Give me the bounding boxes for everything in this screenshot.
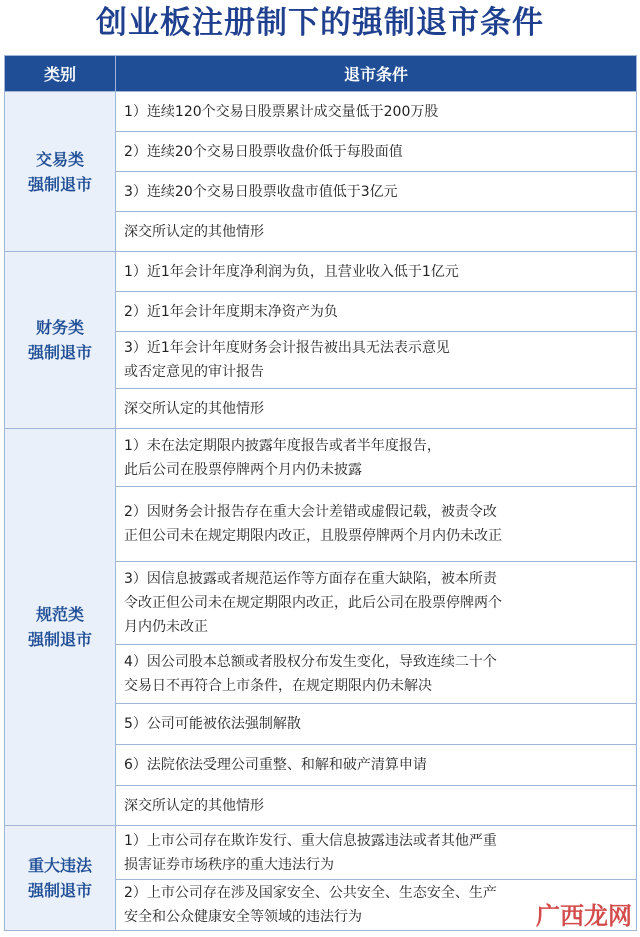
condition-text-line: 4）因公司股本总额或者股权分布发生变化，导致连续二十个 [124,654,497,670]
condition-text-line: 损害证券市场秩序的重大违法行为 [124,856,334,873]
condition-text-line: 3）连续20个交易日股票收盘市值低于3亿元 [124,183,398,200]
category-label-line: 财务类 [35,318,84,337]
header-category: 类别 [5,56,116,92]
condition-text-line: 1）连续120个交易日股票累计成交量低于200万股 [124,103,439,120]
condition-text-line: 令改正但公司未在规定期限内改正，此后公司在股票停牌两个 [124,595,502,611]
condition-cell [116,826,637,880]
condition-text-line: 2）因财务会计报告存在重大会计差错或虚假记载，被责令改 [124,504,497,520]
condition-text-line: 深交所认定的其他情形 [124,797,264,814]
condition-cell [116,252,637,292]
category-label-line: 重大违法 [27,856,92,875]
table-row [5,826,637,880]
category-label-line: 强制退市 [27,630,92,649]
condition-text-line: 1）未在法定期限内披露年度报告或者半年度报告， [124,437,441,454]
condition-cell [116,645,637,704]
category-cell [5,92,116,252]
condition-cell [116,92,637,132]
condition-text-line: 1）近1年会计年度净利润为负，且营业收入低于1亿元 [124,263,459,280]
category-cell [5,252,116,429]
condition-cell [116,786,637,826]
header-condition: 退市条件 [116,56,637,92]
condition-cell [116,132,637,172]
condition-text-line: 2）上市公司存在涉及国家安全、公共安全、生态安全、生产 [124,885,497,901]
condition-text-line: 2）连续20个交易日股票收盘价低于每股面值 [124,143,403,160]
category-cell [5,429,116,826]
condition-cell [116,389,637,429]
watermark-logo: 广西龙网 [536,902,632,930]
condition-text-line: 2）近1年会计年度期末净资产为负 [124,303,338,320]
condition-text-line: 深交所认定的其他情形 [124,223,264,240]
table-row [5,92,637,132]
condition-cell [116,487,637,562]
condition-cell [116,292,637,332]
condition-cell [116,562,637,645]
category-label-line: 强制退市 [27,343,92,362]
category-label-line: 强制退市 [27,881,92,900]
condition-text-line: 5）公司可能被依法强制解散 [124,716,301,732]
condition-text-line: 或否定意见的审计报告 [124,364,264,380]
condition-cell [116,212,637,252]
condition-cell [116,332,637,389]
condition-text-line: 3）因信息披露或者规范运作等方面存在重大缺陷，被本所责 [124,571,497,587]
condition-cell [116,429,637,487]
table-row [5,252,637,292]
table-body [5,92,637,931]
condition-text-line: 3）近1年会计年度财务会计报告被出具无法表示意见 [124,340,450,356]
condition-cell [116,172,637,212]
category-label-line: 强制退市 [27,174,92,194]
condition-text-line: 此后公司在股票停牌两个月内仍未披露 [124,461,362,478]
table-row [5,429,637,487]
condition-text-line: 交易日不再符合上市条件，在规定期限内仍未解决 [124,678,432,694]
condition-text-line: 安全和公众健康安全等领域的违法行为 [124,909,362,925]
condition-cell [116,745,637,786]
condition-text-line: 月内仍未改正 [124,619,208,635]
category-cell [5,826,116,931]
condition-cell [116,704,637,745]
table-header-row [5,56,637,92]
condition-text-line: 正但公司未在规定期限内改正，且股票停牌两个月内仍未改正 [124,528,502,544]
condition-text-line: 深交所认定的其他情形 [124,400,264,417]
category-label-line: 规范类 [35,605,84,624]
delisting-conditions-table [4,55,637,931]
page-title: 创业板注册制下的强制退市条件 [96,5,544,41]
category-label-line: 交易类 [35,149,84,169]
condition-text-line: 1）上市公司存在欺诈发行、重大信息披露违法或者其他严重 [124,832,497,849]
condition-text-line: 6）法院依法受理公司重整、和解和破产清算申请 [124,757,427,773]
